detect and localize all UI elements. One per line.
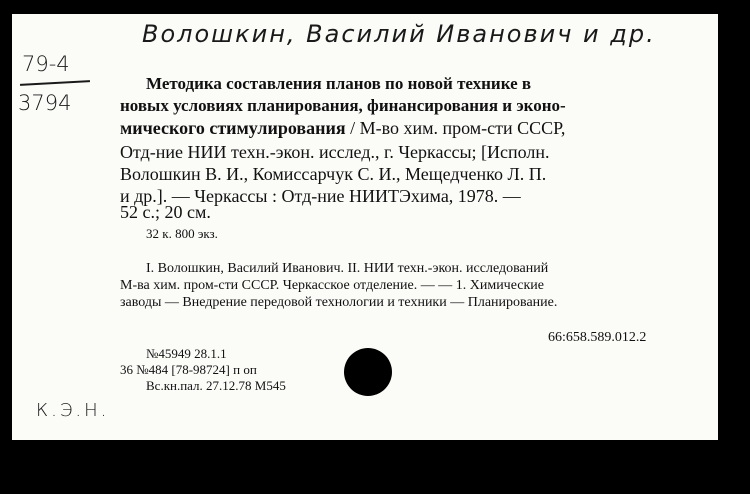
handwritten-author-heading: Волошкин, Василий Иванович и др. [142, 20, 656, 48]
title-line-3 [120, 118, 565, 139]
registration-line-3: Вс.кн.пал. 27.12.78 М545 [146, 378, 286, 393]
shelf-mark-bottom: 3794 [18, 91, 72, 115]
physical-description: 52 с.; 20 см. [120, 202, 211, 222]
title-line-3-rest: / М-во хим. пром-сти СССР, [345, 118, 566, 138]
title-line-2: новых условиях планирования, финансирования и эконо- [120, 96, 566, 115]
publication-line: и др.]. — Черкассы : Отд-ние НИИТЭхима, 1978. — [120, 186, 521, 206]
card-punch-hole [344, 348, 392, 396]
added-entries-line-2: М-ва хим. пром-сти СССР. Черкасское отделение. — — 1. Химические [120, 278, 545, 293]
added-entries-line-3: заводы — Внедрение передовой технологии и техники — Планирование. [120, 295, 558, 310]
added-entries-line-1: I. Волошкин, Василий Иванович. II. НИИ техн.-экон. исследований [146, 261, 549, 276]
responsibility-line-4: Отд-ние НИИ техн.-экон. исслед., г. Черкассы; [Исполн. [120, 142, 550, 162]
shelf-mark-top: 79-4 [22, 52, 70, 76]
price-copies: 32 к. 800 экз. [146, 226, 218, 241]
title-line-3-bold: мического стимулирования [120, 118, 346, 138]
registration-line-2: 36 №484 [78-98724] п оп [120, 362, 257, 377]
title-line-1: Методика составления планов по новой технике в [146, 74, 532, 93]
udc-classification: 66:658.589.012.2 [548, 330, 647, 345]
handwritten-initials: К.Э.Н. [36, 400, 110, 421]
responsibility-line-5: Волошкин В. И., Комиссарчук С. И., Мещедченко Л. П. [120, 164, 547, 184]
registration-line-1: №45949 28.1.1 [146, 346, 227, 361]
